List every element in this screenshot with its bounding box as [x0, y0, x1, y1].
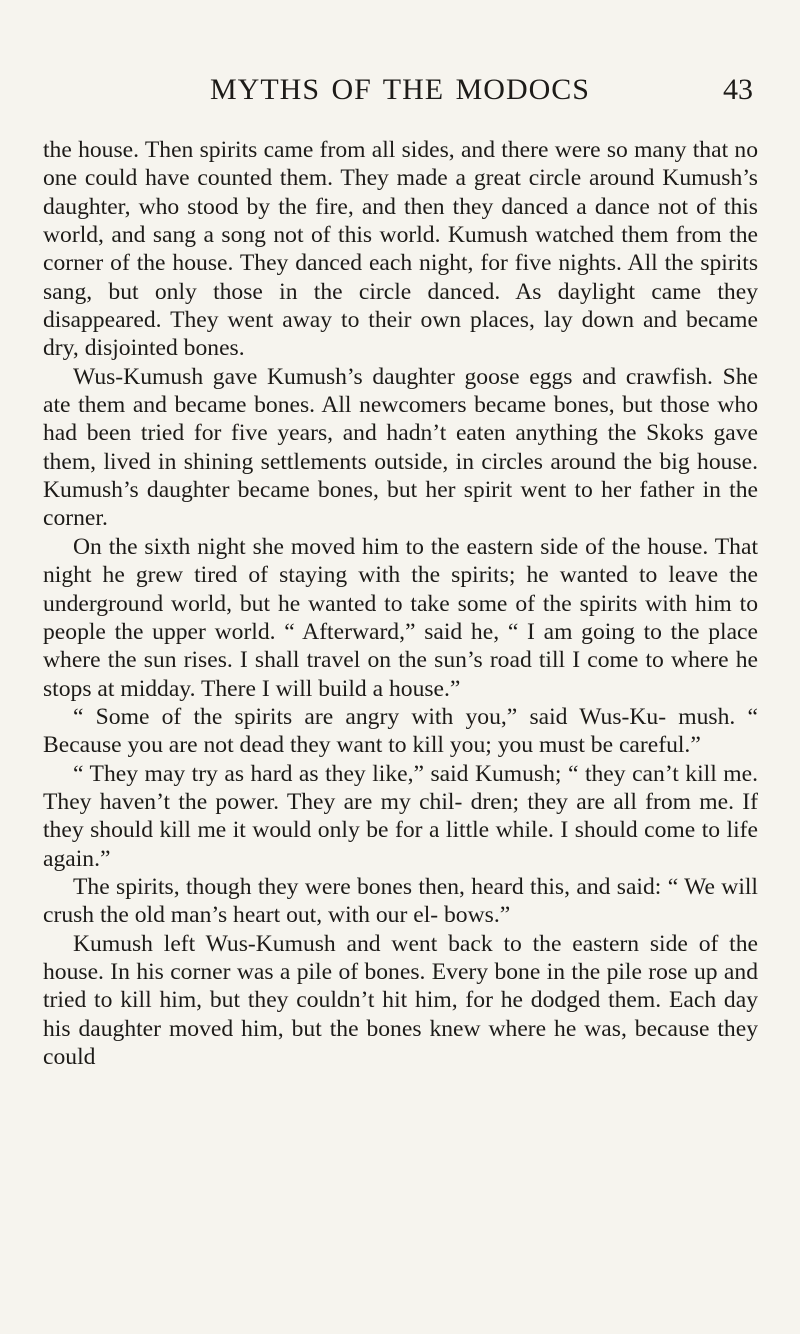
- body-text: [43, 136, 758, 1071]
- page-number: 43: [723, 73, 753, 106]
- paragraph: “ They may try as hard as they like,” said Kumush; “ they can’t kill me. They haven’t the power. They are my chil- dren; they are all from me. If they should kill me it would only be for a little while. I should come to life again.”: [43, 760, 758, 872]
- paragraph: the house. Then spirits came from all sides, and there were so many that no one could have counted them. They made a great circle around Kumush’s daughter, who stood by the fire, and then they danced a dance not of this world, and sang a song not of this world. Kumush watched them from the corner of the house. They danced each night, for five nights. All the spirits sang, but only those in the circle danced. As daylight came they disappeared. They went away to their own places, lay down and became dry, disjointed bones.: [43, 137, 758, 362]
- running-title: MYTHS OF THE MODOCS: [209, 73, 590, 106]
- paragraph: On the sixth night she moved him to the eastern side of the house. That night he grew tired of staying with the spirits; he wanted to leave the underground world, but he wanted to take some of the spirits with him to people the upper world. “ Afterward,” said he, “ I am going to the place where the sun rises. I shall travel on the sun’s road till I come to where he stops at midday. There I will build a house.”: [43, 533, 758, 702]
- paragraph: Kumush left Wus-Kumush and went back to the eastern side of the house. In his corner was a pile of bones. Every bone in the pile rose up and tried to kill him, but they couldn’t hit him, for he dodged them. Each day his daughter moved him, but the bones knew where he was, because they could: [43, 930, 758, 1070]
- paragraph: “ Some of the spirits are angry with you,” said Wus-Ku- mush. “ Because you are not dead they want to kill you; you must be careful.”: [43, 703, 758, 759]
- paragraph: Wus-Kumush gave Kumush’s daughter goose eggs and crawfish. She ate them and became bones. All newcomers became bones, but those who had been tried for five years, and hadn’t eaten anything the Skoks gave them, lived in shining settlements outside, in circles around the big house. Kumush’s daughter became bones, but her spirit went to her father in the corner.: [43, 363, 758, 532]
- paragraph: The spirits, though they were bones then, heard this, and said: “ We will crush the old man’s heart out, with our el- bows.”: [43, 873, 758, 929]
- running-head: [40, 70, 760, 110]
